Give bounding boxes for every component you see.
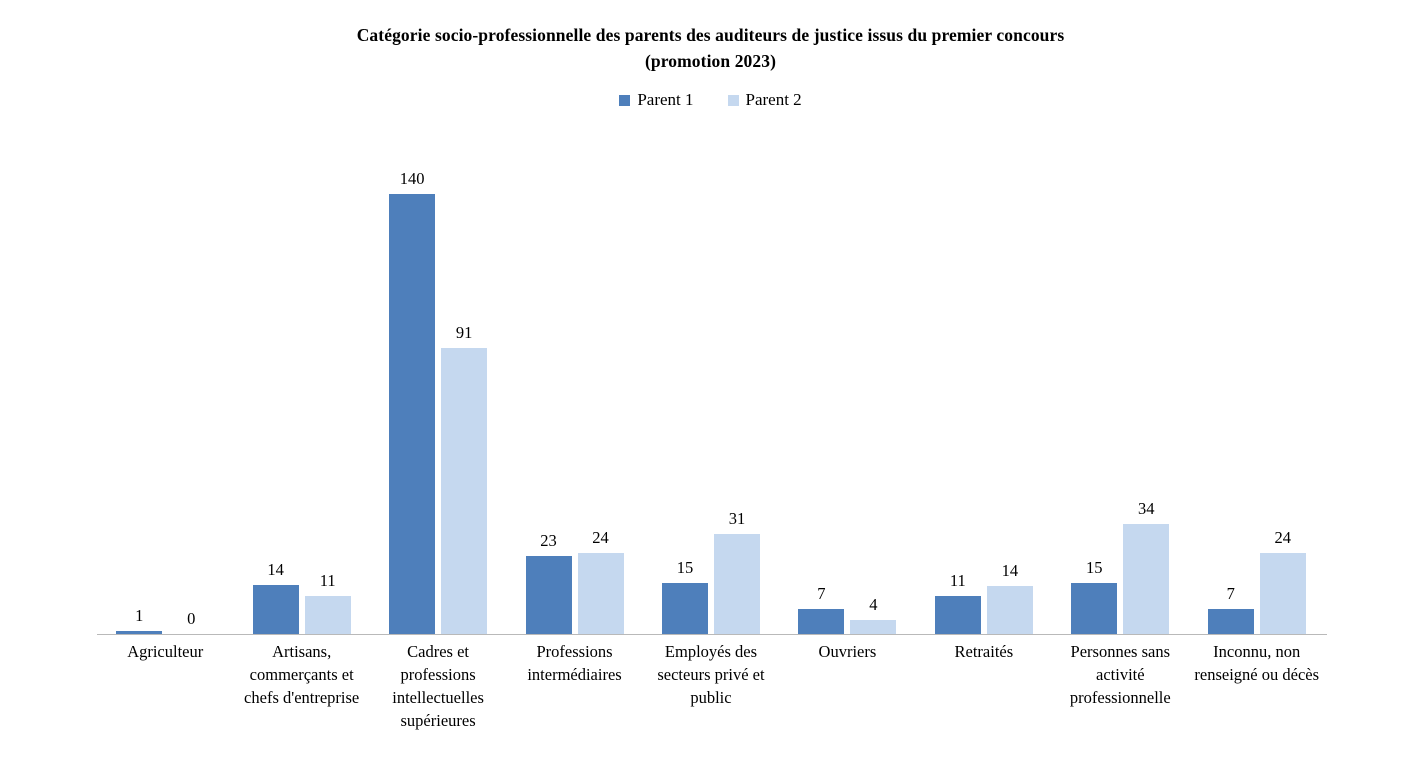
bar-item: [1208, 140, 1254, 634]
chart-title-line-2: (promotion 2023): [644, 51, 777, 71]
bar-group: [916, 140, 1052, 634]
x-tick-label: Retraités: [954, 642, 1014, 661]
bar-item: [116, 140, 162, 634]
bar-value-label: 7: [817, 584, 826, 603]
bar-value-label: 11: [949, 571, 966, 590]
bar-value-label: 14: [267, 560, 284, 579]
bar-value-label: 24: [592, 528, 609, 547]
bar-item: [441, 140, 487, 634]
bar-group: [97, 140, 233, 634]
bar-group: [370, 140, 506, 634]
bar-group: [506, 140, 642, 634]
chart-legend: [0, 90, 1421, 110]
bar-value-label: 91: [455, 323, 473, 342]
bar-value-label: 7: [1226, 584, 1235, 603]
bar-item: [1260, 140, 1306, 634]
x-tick-label: Professions intermédiaires: [527, 642, 622, 684]
bar-item: [253, 140, 299, 634]
bar-parent-1: [389, 194, 435, 634]
bar-parent-1: [1208, 609, 1254, 634]
x-tick-label: Ouvriers: [818, 642, 877, 661]
bar-parent-2: [1260, 553, 1306, 634]
bar-parent-1: [662, 583, 708, 634]
bar-value-label: 4: [869, 595, 878, 614]
bar-item: [987, 140, 1033, 634]
legend-swatch-icon: [728, 95, 739, 106]
bar-parent-2: [441, 348, 487, 634]
bar-item: [168, 140, 214, 634]
bar-value-label: 140: [399, 169, 425, 188]
bar-parent-2: [1123, 524, 1169, 634]
legend-item-parent-2: [728, 90, 802, 110]
bar-parent-1: [798, 609, 844, 634]
legend-swatch-icon: [619, 95, 630, 106]
bar-group: [1052, 140, 1188, 634]
bar-item: [798, 140, 844, 634]
x-tick-label: Personnes sans activité professionnelle: [1069, 642, 1171, 707]
bar-parent-2: [578, 553, 624, 634]
bar-item: [935, 140, 981, 634]
bar-item: [1071, 140, 1117, 634]
bar-group: [643, 140, 779, 634]
bar-item: [1123, 140, 1169, 634]
bar-group: [1189, 140, 1325, 634]
bar-item: [714, 140, 760, 634]
bar-value-label: 31: [728, 509, 746, 528]
legend-label-parent-2: Parent 2: [745, 90, 802, 109]
x-tick-label: Artisans, commerçants et chefs d'entreprise: [244, 642, 360, 707]
bar-value-label: 14: [1001, 561, 1019, 580]
legend-label-parent-1: Parent 1: [637, 90, 694, 109]
bar-group: [233, 140, 369, 634]
bar-parent-2: [305, 596, 351, 634]
bar-parent-1: [1071, 583, 1117, 634]
x-tick-label: Cadres et professions intellectuelles supérieures: [392, 642, 484, 730]
bar-value-label: 34: [1138, 499, 1155, 518]
bar-parent-2: [987, 586, 1033, 634]
bar-value-label: 24: [1274, 528, 1291, 547]
bar-parent-1: [253, 585, 299, 634]
bar-parent-1: [526, 556, 572, 634]
bar-item: [526, 140, 572, 634]
x-tick-label: Employés des secteurs privé et public: [657, 642, 765, 707]
bar-item: [305, 140, 351, 634]
bar-item: [578, 140, 624, 634]
bar-value-label: 1: [135, 606, 144, 625]
bar-group: [779, 140, 915, 634]
bar-value-label: 15: [676, 558, 694, 577]
bar-item: [850, 140, 896, 634]
bar-value-label: 15: [1086, 558, 1103, 577]
x-tick-label: Inconnu, non renseigné ou décès: [1194, 642, 1320, 684]
bar-item: [389, 140, 435, 634]
x-axis-line: [97, 634, 1327, 635]
x-tick-label: Agriculteur: [127, 642, 204, 661]
bar-value-label: 0: [187, 609, 196, 628]
bar-value-label: 23: [540, 531, 557, 550]
plot-area: [97, 140, 1325, 634]
bar-value-label: 11: [319, 571, 336, 590]
page-title: [0, 22, 1421, 74]
bar-parent-2: [850, 620, 896, 634]
legend-item-parent-1: [619, 90, 693, 110]
chart-title-line-1: Catégorie socio-professionnelle des parents des auditeurs de justice issus du premier concours: [356, 25, 1065, 45]
bar-parent-1: [935, 596, 981, 634]
bar-parent-2: [714, 534, 760, 634]
bar-item: [662, 140, 708, 634]
x-axis-tick-labels: [97, 640, 1325, 732]
